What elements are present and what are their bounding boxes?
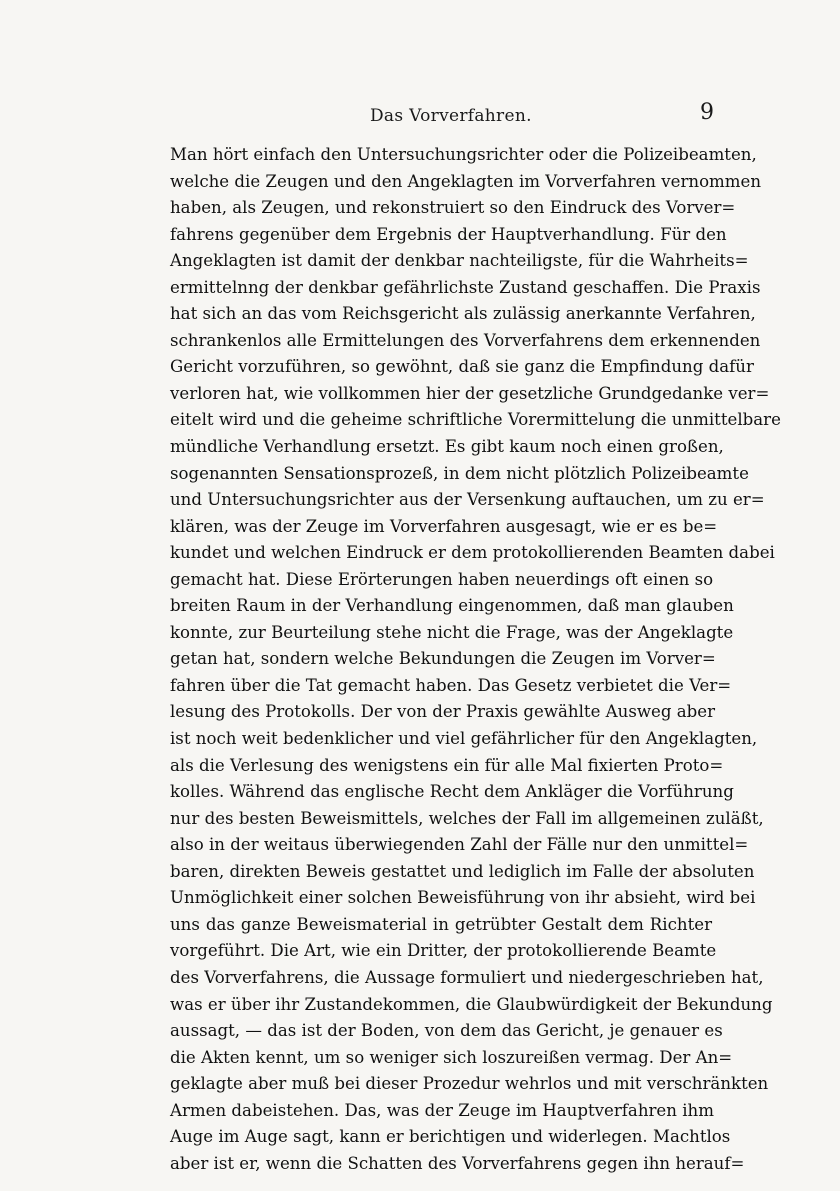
- text-line: breiten Raum in der Verhandlung eingenommen, daß man glauben: [170, 596, 734, 616]
- text-line: als die Verlesung des wenigstens ein für alle Mal fixierten Proto=: [170, 755, 724, 775]
- text-line: vorgeführt. Die Art, wie ein Dritter, der protokollierende Beamte: [170, 941, 717, 961]
- text-line: eitelt wird und die geheime schriftliche Vorermittelung die unmittelbare: [170, 410, 781, 430]
- text-line: Angeklagten ist damit der denkbar nachteiligste, für die Wahrheits=: [170, 251, 749, 271]
- text-line: baren, direkten Beweis gestattet und lediglich im Falle der absoluten: [170, 861, 755, 881]
- text-line: Unmöglichkeit einer solchen Beweisführung von ihr absieht, wird bei: [170, 888, 756, 908]
- running-title: Das Vorverfahren.: [370, 106, 532, 126]
- text-line: geklagte aber muß bei dieser Prozedur wehrlos und mit verschränkten: [170, 1074, 769, 1094]
- text-line: und Untersuchungsrichter aus der Versenkung auftauchen, um zu er=: [170, 490, 765, 510]
- text-line: sogenannten Sensationsprozeß, in dem nicht plötzlich Polizeibeamte: [170, 463, 749, 483]
- text-line: mündliche Verhandlung ersetzt. Es gibt kaum noch einen großen,: [170, 437, 724, 457]
- text-line: verloren hat, wie vollkommen hier der gesetzliche Grundgedanke ver=: [170, 383, 770, 403]
- text-line: konnte, zur Beurteilung stehe nicht die Frage, was der Angeklagte: [170, 622, 734, 642]
- text-line: des Vorverfahrens, die Aussage formuliert und niedergeschrieben hat,: [170, 967, 764, 987]
- body-text: [170, 142, 781, 1177]
- text-line: welche die Zeugen und den Angeklagten im Vorverfahren vernommen: [170, 171, 762, 191]
- text-line: lesung des Protokolls. Der von der Praxis gewählte Ausweg aber: [170, 702, 716, 722]
- text-line: fahren über die Tat gemacht haben. Das Gesetz verbietet die Ver=: [170, 675, 732, 695]
- text-line: Man hört einfach den Untersuchungsrichter oder die Polizeibeamten,: [170, 145, 757, 164]
- text-line: schrankenlos alle Ermittelungen des Vorverfahrens dem erkennenden: [170, 330, 761, 350]
- text-line: fahrens gegenüber dem Ergebnis der Hauptverhandlung. Für den: [170, 224, 727, 244]
- text-line: nur des besten Beweismittels, welches der Fall im allgemeinen zuläßt,: [170, 808, 764, 828]
- text-line: aussagt, — das ist der Boden, von dem das Gericht, je genauer es: [170, 1021, 723, 1041]
- text-line: die Akten kennt, um so weniger sich loszureißen vermag. Der An=: [170, 1047, 733, 1067]
- text-line: ist noch weit bedenklicher und viel gefährlicher für den Angeklagten,: [170, 729, 758, 749]
- text-line: kolles. Während das englische Recht dem Ankläger die Vorführung: [170, 782, 734, 802]
- text-line: aber ist er, wenn die Schatten des Vorverfahrens gegen ihn herauf=: [170, 1153, 745, 1173]
- text-line: Auge im Auge sagt, kann er berichtigen und widerlegen. Machtlos: [170, 1127, 731, 1147]
- text-line: getan hat, sondern welche Bekundungen die Zeugen im Vorver=: [170, 649, 716, 669]
- text-line: Armen dabeistehen. Das, was der Zeuge im Hauptverfahren ihm: [170, 1100, 714, 1120]
- text-line: also in der weitaus überwiegenden Zahl der Fälle nur den unmittel=: [170, 835, 749, 855]
- page-number: 9: [700, 100, 714, 125]
- text-line: uns das ganze Beweismaterial in getrübter Gestalt dem Richter: [170, 914, 712, 934]
- text-line: kundet und welchen Eindruck er dem protokollierenden Beamten dabei: [170, 543, 775, 563]
- text-line: klären, was der Zeuge im Vorverfahren ausgesagt, wie er es be=: [170, 516, 718, 536]
- text-line: was er über ihr Zustandekommen, die Glaubwürdigkeit der Bekundung: [170, 994, 773, 1014]
- text-line: ermittelnng der denkbar gefährlichste Zustand geschaffen. Die Praxis: [170, 277, 761, 297]
- text-line: haben, als Zeugen, und rekonstruiert so den Eindruck des Vorver=: [170, 198, 736, 218]
- text-line: Gericht vorzuführen, so gewöhnt, daß sie ganz die Empfindung dafür: [170, 357, 754, 377]
- text-line: hat sich an das vom Reichsgericht als zulässig anerkannte Verfahren,: [170, 304, 756, 324]
- text-line: gemacht hat. Diese Erörterungen haben neuerdings oft einen so: [170, 569, 714, 589]
